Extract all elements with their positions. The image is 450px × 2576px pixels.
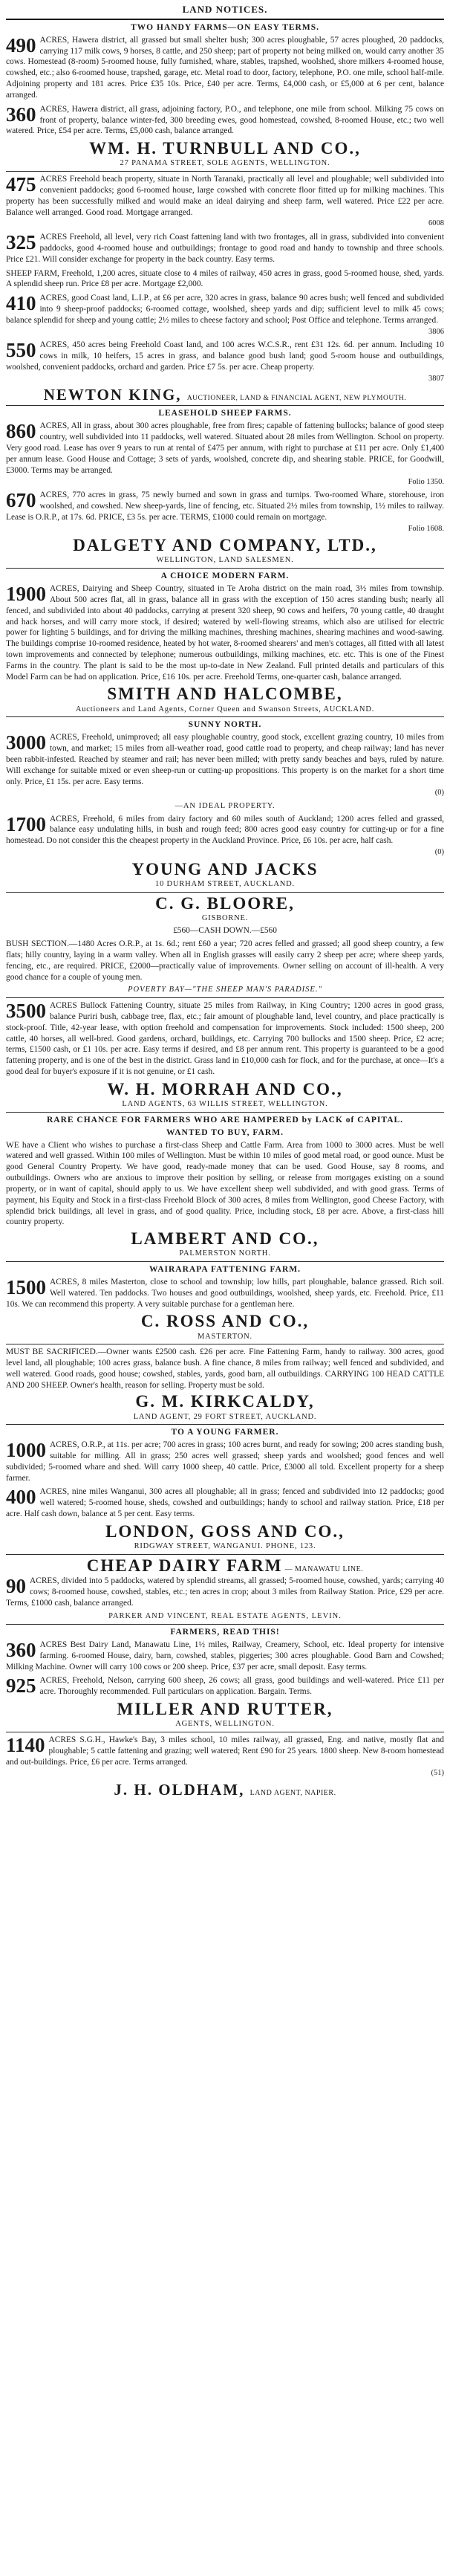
divider [6,1554,444,1555]
notice-bloore [6,895,444,996]
agent-name: NEWTON KING, AUCTIONEER, LAND & FINANCIAL AGENT, NEW PLYMOUTH. [43,386,407,404]
listing [6,174,444,229]
agent-name: C. ROSS AND CO., [140,1312,310,1331]
agent-address: WELLINGTON, LAND SALESMEN. [156,556,294,565]
agent-name: J. H. OLDHAM, LAND AGENT, NAPIER. [114,1781,336,1799]
listing-text: ACRES, Hawera district, all grassed but small shelter bush; 300 acres ploughable, 57 acres ploughed, 20 paddocks, carrying 117 milk cows, 9 horses, 8 cattle, and 250 sheep; part of property not being milked on, would carry another 35 cows. Homestead (8-room) 5-roomed house, fully furnished, whare, stables, trapshed, woolshed, shore milkers 4-roomed house, cowshed, etc.; also 6-roomed house, trapshed, garage, etc. Metal road to door, factory, telephone, P.O. one mile, school half-mile. Adjoining property and 181 acres. Price £35 10s. Price, £40 per acre. Terms, £4,000 cash, or £5,000 at 6 per cent, balance arranged. [6,35,444,100]
page-title: LAND NOTICES. [182,4,268,15]
listing-acreage: 670 [6,489,36,512]
agent-name: DALGETY AND COMPANY, LTD., [73,536,377,555]
agent-address: 10 DURHAM STREET, AUCKLAND. [155,879,295,888]
notice-cheap-dairy [6,1557,444,1622]
divider [6,892,444,893]
notice-header: TO A YOUNG FARMER. [171,1428,279,1437]
listing [6,268,444,291]
agent-note: MANAWATU LINE. [294,1564,364,1573]
agent-note: AUCTIONEER, LAND & FINANCIAL AGENT, NEW PLYMOUTH. [186,395,407,403]
listing-text: ACRES Freehold beach property, situate in North Taranaki, practically all level and ploughable; well subdivided into convenient paddocks; good 6-roomed house, large cowshed with concrete floor fitted up for milking machines. This property has been successfully milked and would make an ideal dairying and sheep farm, well watered. Price £22 per acre. Balance well arranged. Good road. Mortgage arranged. [6,175,444,217]
divider [6,997,444,998]
agent-address: AGENTS, WELLINGTON. [175,1720,275,1729]
listing-ref: 3806 [428,327,444,336]
agent-address: Auctioneers and Land Agents, Corner Queen and Swanson Streets, AUCKLAND. [75,705,375,713]
listing-text: BUSH SECTION.—1480 Acres O.R.P., at 1s. 6d.; rent £60 a year; 720 acres felled and grassed; all good sheep country, a few flats; hilly country, laying in a warm valley. When all in English grasses will easily carry 2 sheep per acre; where sheep yards, fencing, etc., are required. PRICE, £2000—practically value of improvements. Owner selling on account of ill-health. A very good chance for a couple of young men. [6,939,444,982]
divider [6,716,444,717]
notice-header: SUNNY NORTH. [188,720,262,730]
notice-subheader: —AN IDEAL PROPERTY. [175,801,275,810]
listing [6,293,444,337]
notice-header: FARMERS, READ THIS! [170,1628,280,1637]
divider [6,568,444,569]
listing-acreage: 3000 [6,731,46,754]
listing-acreage: 360 [6,1638,36,1661]
listing-text: ACRES Freehold, all level, very rich Coast fattening land with two frontages, all in grass, subdivided into convenient paddocks, good 4-roomed house and outbuildings; frontage to good road and handy to township and three schools. Price £21. Will consider exchange for property in the back country. Easy terms. [6,233,444,264]
agent-name: YOUNG AND JACKS [131,859,319,878]
listing-text: ACRES, 450 acres being Freehold Coast land, and 100 acres W.C.S.R., rent £31 12s. 6d. per annum. Including 10 cows in milk, 10 heifers, 15 acres in grass, and balance good bush land; good 5-room house and outbuildings, woolshed, convenient paddocks, orchard and garden. Price £7 5s. per acre. Cheap property. [6,340,444,372]
listing [6,1576,444,1608]
listing-text: ACRES, Freehold, unimproved; all easy ploughable country, good stock, excellent grazing country, 10 miles from town, and market; 15 miles from all-weather road, good cattle road to property, and cheap railway; land has never been rabbit-infested. Reached by steamer and rail; has never been milled; with pretty sandy beaches and bays, ruled by nature. Will exchange for suitable mixed or even sheep-run or cutting-up propositions. This property is on the market for a short time only. Price, £1 15s. per acre. Easy terms. [6,733,444,786]
listing [6,232,444,265]
listing-acreage: 3500 [6,1000,46,1023]
notice-header: TWO HANDY FARMS—ON EASY TERMS. [131,22,319,32]
listing-text: ACRES, 8 miles Masterton, close to school and township; low hills, part ploughable, balance grassed. Rich soil. Well watered. Ten paddocks. Two houses and good outbuildings, woolshed, sheep yards, etc. Freehold. Price, £11 10s. We can recommend this property. A very suitable purchase for a gentleman here. [6,1277,444,1309]
listing-text: ACRES Bullock Fattening Country, situate 25 miles from Railway, in King Country; 1200 acres in good grass, balance Puriri bush, cabbage tree, flax, etc.; fair amount of ploughable land, level country, and place practically is stock-proof. Title, 42-year lease, with option freehold and compensation for improvements. Stock included: 1500 sheep, 200 cattle, 40 horses, all well-bred. Good gardens, orchard, buildings, etc. Carrying 700 bullocks and 1500 sheep. Price, £2 acre; terms, £1500 cash, or £1 10s. per acre. Easy terms if desired, and £8 per annum rent. This property is guaranteed to be a good fattening property, and is one of the best in the district. Grass land in £10,000 cash for flock, and for the purchase, at once—It's a good deal for buyer's exposure if it is not genuine, or £1 cash. [6,1001,444,1077]
listing-acreage: 1500 [6,1275,46,1298]
notice-morrah [6,1000,444,1110]
notice-young-jacks [6,719,444,889]
listing-acreage: 490 [6,33,36,56]
listing [6,583,444,682]
listing-ref: (0) [434,848,444,857]
notice-ross [6,1264,444,1342]
divider [6,1261,444,1262]
divider [6,19,444,20]
divider [6,1424,444,1425]
notice-london-goss [6,1427,444,1552]
listing-ref: 6008 [428,219,444,228]
notice-turnbull [6,22,444,169]
agent-address: PALMERSTON NORTH. [179,1249,271,1258]
listing-text: ACRES, nine miles Wanganui, 300 acres all ploughable; all in grass; fenced and subdivided into 12 paddocks; good well watered; 5-roomed house, sheds, cowshed and outbuildings; handy to school and railway station. Price, £18 per acre. Half cash down, balance at 5 per cent. Easy terms. [6,1487,444,1519]
divider [6,171,444,172]
listing [6,1675,444,1698]
listing-acreage: 410 [6,292,36,315]
notice-header: A CHOICE MODERN FARM. [160,572,290,581]
listing-text: ACRES, All in grass, about 300 acres ploughable, free from fires; capable of fattening bullocks; balance of good steep country, well subdivided into 11 paddocks, well watered. Situated about 28 miles from Wellington. School on property. Very good road. Lease has over 9 years to run at rental of £475 per annum, with right to purchase at £11 per acre. Only £1,400 per annum lease. Good House and Cottage; 3 sets of yards, woolshed, concrete dip, and shearing stable. PRICE, for Goodwill, £3000. Terms may be arranged. [6,421,444,475]
agent-address: 27 PANAMA STREET, SOLE AGENTS, WELLINGTON. [120,159,330,168]
listing-acreage: 1700 [6,812,46,835]
agent-name: SMITH AND HALCOMBE, [107,685,343,704]
listing-text: ACRES, Hawera district, all grass, adjoining factory, P.O., and telephone, one mile from school. Milking 75 cows on front of property, balance winter-fed, 300 breeding ewes, good homestead, cowshed, 8-roomed House, etc.; two well watered. Price, £54 per acre. Terms, £5,000 cash, balance arranged. [6,104,444,136]
agent-address: LAND AGENT, 29 FORT STREET, AUCKLAND. [133,1412,317,1421]
listing-text: ACRES, O.R.P., at 11s. per acre; 700 acres in grass; 100 acres burnt, and ready for sowing; 200 acres standing bush, suitable for milling. All in grass; 250 acres well grassed; sheep yards and woolshed; good fences and well subdivided; 5-roomed whare and shed. Will carry 1000 sheep, 40 cattle. Price, £3000 all told. Excellent property for a sheep farmer. [6,1440,444,1483]
agent-address: GISBORNE. [201,913,249,922]
listing-text: ACRES, divided into 5 paddocks, watered by splendid streams, all grassed; 5-roomed house, cowshed, yards; carrying 40 cows; 8-roomed house, cowshed, stables, etc.; ten acres in crop; about 3 miles from Railway Station. Price, £29 per acre. Terms, £1000 cash, balance arranged. [6,1576,444,1608]
divider [6,405,444,406]
agent-address: LAND AGENTS, 63 WILLIS STREET, WELLINGTON. [122,1100,328,1109]
price-line: £560—CASH DOWN.—£560 [173,926,277,936]
listing [6,1440,444,1483]
agent-name: LONDON, GOSS AND CO., [105,1521,345,1541]
listing-acreage: 90 [6,1574,26,1597]
agent-address: MASTERTON. [198,1332,252,1341]
listing-text: ACRES, good Coast land, L.I.P., at £6 per acre, 320 acres in grass, balance 90 acres bush; well fenced and subdivided into 9 sheep-proof paddocks; 6-roomed cottage, woolshed, sheep yards and dip; sufficient level to milk 45 cows; balance splendid for sheep and young cattle; 2½ miles to cheese factory and school; Post Office and telephone. Terms arranged. [6,294,444,325]
listing [6,732,444,798]
listing-text: ACRES S.G.H., Hawke's Bay, 3 miles school, 10 miles railway, all grassed, Eng. and native, mostly flat and ploughable; 5 cattle fattening and grazing; well watered; Rent £90 for 25 years. 1800 sheep. New 8-room homestead and out-buildings. Price, £6 per acre. Terms arranged. [6,1735,444,1767]
listing [6,814,444,858]
listing-text: ACRES, Freehold, Nelson, carrying 600 sheep, 26 cows; all grass, good buildings and well-watered. Price £11 per acre. Thoroughly recommended. Full particulars on application. Bargain. Terms. [39,1676,444,1697]
agent-name: LAMBERT AND CO., [131,1229,319,1249]
listing-acreage: 550 [6,339,36,362]
listing-ref: Folio 1350. [408,477,444,486]
listing-acreage: 400 [6,1486,36,1509]
listing-text: ACRES, 770 acres in grass, 75 newly burned and sown in grass and turnips. Two-roomed Whare, storehouse, iron woolshed, and cowshed. New sheep-yards, line of fencing, etc. Situated 2½ miles from township, 1½ miles to railway. Lease is O.R.P., at 17s. 6d. PRICE, £3 5s. per acre. TERMS, £1000 could remain on mortgage. [6,491,444,522]
listing [6,1735,444,1779]
notice-kirkcaldy [6,1347,444,1422]
notice-lambert [6,1115,444,1259]
listing-ref: (0) [434,789,444,797]
notice-header: WAIRARAPA FATTENING FARM. [149,1264,301,1274]
listing-acreage: 475 [6,173,36,196]
listing-text: SHEEP FARM, Freehold, 1,200 acres, situate close to 4 miles of railway, 450 acres in grass, good 5-roomed house, shed, yards. A splendid sheep run. Price £8 per acre. Mortgage £2,000. [6,268,444,289]
listing [6,1640,444,1672]
listing-text: MUST BE SACRIFICED.—Owner wants £2500 cash. £26 per acre. Fine Fattening Farm, handy to railway. 300 acres, good level land, all ploughable; 100 acres grass, balance bush. A fine chance, 8 miles from railway; well fenced and subdivided, and well watered. Good roads, good house; cowshed, stables, yards, good barn, all outbuildings. CARRYING 100 HEAD CATTLE AND 200 SHEEP. Owner's health, reason for selling. Property must be sold. [6,1347,444,1390]
agent-name: G. M. KIRKCALDY, [135,1392,315,1411]
listing-acreage: 1000 [6,1439,46,1462]
listing-text: ACRES, Freehold, 6 miles from dairy factory and 60 miles south of Auckland; 1200 acres felled and grassed, balance easy undulating hills, in bush and rough feed; 800 acres good easy country for cutting-up or for a fine homestead. Do not consider this the cheapest property in the Auckland Province. Price, £6 10s. per acre, half cash. [6,814,444,846]
notice-header: RARE CHANCE FOR FARMERS WHO ARE HAMPERED by LACK of CAPITAL. [46,1115,404,1124]
agent-name: CHEAP DAIRY FARM — MANAWATU LINE. [86,1556,364,1575]
listing [6,421,444,487]
notice-newton-king [6,174,444,403]
listing-acreage: 360 [6,103,36,126]
listing-ref: (51) [431,1769,444,1778]
listing [6,1486,444,1519]
listing [6,1277,444,1310]
notice-footer: PARKER AND VINCENT, REAL ESTATE AGENTS, LEVIN. [108,1612,342,1621]
agent-note: LAND AGENT, NAPIER. [250,1789,336,1797]
listing [6,490,444,534]
agent-name: WM. H. TURNBULL AND CO., [89,139,361,158]
listing-acreage: 860 [6,420,36,443]
notice-oldham [6,1735,444,1798]
divider [6,1112,444,1113]
listing-ref: 3807 [428,374,444,383]
notice-miller-rutter [6,1627,444,1729]
listing-acreage: 1900 [6,583,46,606]
notice-dalgety [6,408,444,566]
agent-address: RIDGWAY STREET, WANGANUI. PHONE, 123. [134,1542,316,1551]
notice-header: LEASEHOLD SHEEP FARMS. [158,409,292,418]
notice-smith-halcombe [6,571,444,714]
listing-text: WE have a Client who wishes to purchase a first-class Sheep and Cattle Farm. Area from 1000 to 3000 acres. Must be well watered and well grassed. Within 100 miles of Wellington. Must be within 10 miles of good metal road, or good ounce. Must be good General Country Property. We have good, ready-made money that can be used. Good House, say 8 rooms, and outbuildings. Owners who are anxious to improve their position by selling, or release from mortgages existing on a sound property, or in want of capital, should apply to us. We have excellent sheep well subdivided, and with good grass. Terms of payment, his Equity and Stock in a first-class Freehold Block of 300 acres, 8 miles from Wellington, good Cheese Factory, with splendid brick buildings, all level in grass, and of good quality. Price, including stock, £8 per acre. Above, a first-class hill country property. [6,1140,444,1227]
listing [6,340,444,384]
listing-text: ACRES, Dairying and Sheep Country, situated in Te Aroha district on the main road, 3½ miles from township. About 500 acres flat, all in grass, balance all in grass with the exception of 150 acres standing bush; nearly all fenced, and subdivided into about 40 paddocks, carrying at present 320 sheep, 90 cows and heifers, 70 young cattle, 40 draught and hack horses, and will carry more stock, if desired; watered by well-flowing streams, which also are utilised for electric power for lighting 5 buildings, and for driving the milking machines, threshing machines, shearing machines and wood-sawing. The buildings comprise 10-roomed residence, heated by hot water, 8-roomed shearers' and men's cottages, all fitted with all latest town improvements and connected by telephone; numerous outbuildings, milking machines, etc. etc. This is one of the Finest Farms in the country. The plant is said to be the most up-to-date in New Zealand. Full printed details and particulars of this Model Farm can be had on application. Price, £16 10s. per acre. Freehold Terms, one-quarter cash, balance arranged. [6,584,444,682]
listing-acreage: 925 [6,1674,36,1698]
agent-name: C. G. BLOORE, [155,893,295,913]
agent-name: MILLER AND RUTTER, [117,1700,333,1719]
listing-acreage: 1140 [6,1733,45,1756]
listing-text: ACRES Best Dairy Land, Manawatu Line, 1½ miles, Railway, Creamery, School, etc. Ideal property for intensive farming. 6-roomed House, dairy, barn, cowshed, stables, piggeries; 300 acres ploughable. Good Barn and Cowshed; Milking Machine. Owner will carry 100 cows or 200 sheep. Price, £37 per acre, small deposit. Easy terms. [6,1640,444,1672]
notice-subheader: WANTED TO BUY, FARM. [166,1127,284,1137]
listing-ref: Folio 1608. [408,524,444,533]
notice-footer: POVERTY BAY—"THE SHEEP MAN'S PARADISE." [128,986,322,994]
divider [6,1624,444,1625]
agent-name: W. H. MORRAH AND CO., [107,1079,343,1098]
listing [6,104,444,137]
listing [6,1000,444,1078]
listing-acreage: 325 [6,231,36,254]
listing [6,35,444,101]
